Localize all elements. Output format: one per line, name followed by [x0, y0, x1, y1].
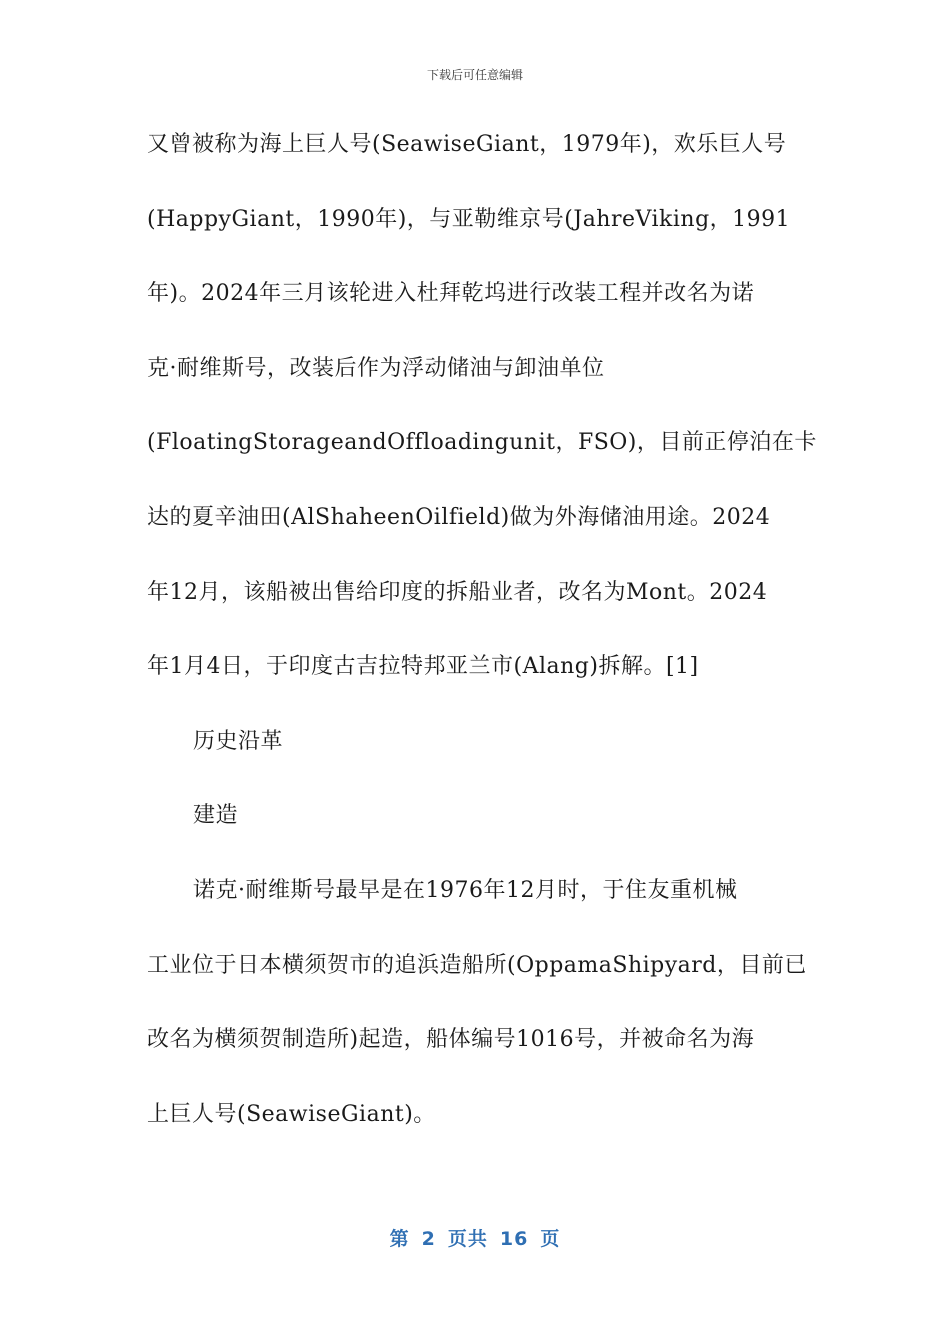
text-line: 克·耐维斯号，改装后作为浮动储油与卸油单位	[147, 355, 605, 381]
page-footer	[0, 1224, 950, 1251]
text-line: 又曾被称为海上巨人号(SeawiseGiant，1979年)，欢乐巨人号	[147, 132, 787, 157]
footer-suffix: 页	[540, 1228, 561, 1250]
footer-total-pages: 16	[499, 1228, 529, 1250]
text-line: 诺克·耐维斯号最早是在1976年12月时，于住友重机械	[193, 877, 738, 903]
text-line: 年)。2024年三月该轮进入杜拜乾坞进行改装工程并改名为诺	[147, 281, 755, 307]
text-line: (HappyGiant，1990年)，与亚勒维京号(JahreViking，1991	[147, 206, 791, 232]
text-line: 年1月4日，于印度古吉拉特邦亚兰市(Alang)拆解。[1]	[147, 654, 699, 680]
footer-page-number: 2	[421, 1228, 436, 1250]
footer-prefix: 第	[389, 1228, 410, 1250]
text-line: 改名为横须贺制造所)起造，船体编号1016号，并被命名为海	[147, 1027, 755, 1053]
footer-middle: 页共	[447, 1228, 488, 1250]
subsection-heading: 建造	[193, 803, 239, 829]
document-body	[147, 122, 817, 1166]
section-heading: 历史沿革	[193, 728, 284, 754]
page-header: 下载后可任意编辑	[426, 68, 523, 82]
text-line: 上巨人号(SeawiseGiant)。	[147, 1101, 436, 1127]
text-line: (FloatingStorageandOffloadingunit，FSO)，目前正停泊在卡	[147, 430, 817, 456]
text-line: 达的夏辛油田(AlShaheenOilfield)做为外海储油用途。2024	[147, 504, 771, 530]
text-line: 年12月，该船被出售给印度的拆船业者，改名为Mont。2024	[147, 579, 768, 605]
text-line: 工业位于日本横须贺市的追浜造船所(OppamaShipyard，目前已	[147, 952, 807, 978]
